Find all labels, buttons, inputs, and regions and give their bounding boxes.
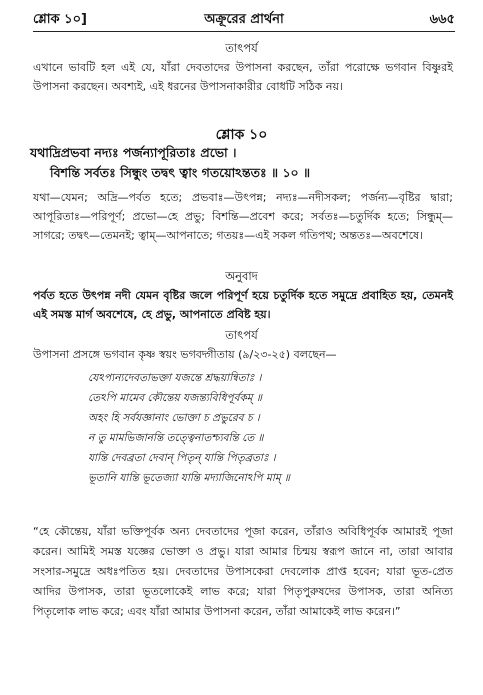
header-verse-ref: শ্লোক ১০]: [33, 12, 87, 27]
translation-heading: অনুবাদ: [225, 269, 258, 283]
verse-line-2: বিশন্তি সর্বতঃ সিন্ধুং তদ্বৎ ত্বাং গতয়োঽন্ততঃ ॥ ১০ ॥: [50, 165, 311, 180]
gita-quotation: [88, 368, 423, 488]
synonyms-paragraph: যথা—যেমন; অদ্রি—পর্বত হতে; প্রভবাঃ—উৎপন্ন; নদ্যঃ—নদীসকল; পর্জন্য—বৃষ্টির দ্বারা; আপূরিতাঃ—পরিপূর্ণ; প্রভো—হে প্রভু; বিশন্তি—প্রবেশ করে; সর্বতঃ—চতুর্দিক হতে; সিন্ধুম্—সাগরে; তদ্বৎ—তেমনই; ত্বাম্—আপনাতে; গতয়ঃ—এই সকল গতিপথ; অন্ততঃ—অবশেষে।: [33, 191, 453, 242]
purport-intro: উপাসনা প্রসঙ্গে ভগবান কৃষ্ণ স্বয়ং ভগবদ্গীতায় (৯/২৩-২৫) বলছেন—: [33, 348, 337, 361]
purport-heading: তাৎপর্য: [225, 41, 258, 55]
verse-line-1: যথাদ্রিপ্রভবা নদ্যঃ পর্জন্যাপূরিতাঃ প্রভো ।: [30, 145, 237, 160]
header-rule: [33, 31, 455, 32]
sanskrit-verse: [30, 143, 458, 183]
header-chapter-title: অক্রূরের প্রার্থনা: [204, 12, 284, 27]
purport-paragraph: এখানে ভাবটি হল এই যে, যাঁরা দেবতাদের উপাসনা করছেন, তাঁরা পরোক্ষে ভগবান বিষ্ণুরই উপাসনা করছেন। অবশ্যই, এই ধরনের উপাসনাকারীর বোধটি সঠিক নয়।: [33, 61, 453, 93]
gita-line: ন তু মামভিজানন্তি তত্ত্বেনাতশ্চ্যবন্তি তে ॥: [88, 432, 264, 444]
verse-heading: শ্লোক ১০: [215, 127, 268, 143]
gita-line: ভূতানি যান্তি ভূতেজ্যা যান্তি মদ্যাজিনোঽপি মাম্ ॥: [88, 472, 290, 484]
translation-quote: “হে কৌন্তেয়, যাঁরা ভক্তিপূর্বক অন্য দেবতাদের পূজা করেন, তাঁরাও অবিধিপূর্বক আমারই পূজা করেন। আমিই সমস্ত যজ্ঞের ভোক্তা ও প্রভু। যারা আমার চিন্ময় স্বরূপ জানে না, তারা আবার সংসার-সমুদ্রে অধঃপতিত হয়। দেবতাদের উপাসকেরা দেবলোক প্রাপ্ত হবেন; যারা ভূত-প্রেত আদির উপাসক, তারা ভূতলোকেই লাভ করে; যারা পিতৃপুরুষদের উপাসক, তারা অনিত্য পিতৃলোক লাভ করে; এবং যাঁরা আমার উপাসনা করেন, তাঁরা আমাকেই লাভ করেন।”: [33, 525, 453, 618]
running-header: [33, 8, 455, 30]
gita-line: তেঽপি মামেব কৌন্তেয় যজন্ত্যবিধিপূর্বকম্ ॥: [88, 392, 262, 404]
page-number: ৬৬৫: [429, 12, 455, 27]
translation-paragraph: পর্বত হতে উৎপন্ন নদী যেমন বৃষ্টির জলে পরিপূর্ণ হয়ে চতুর্দিক হতে সমুদ্রে প্রবাহিত হয়, তেমনই এই সমস্ত মার্গ অবশেষে, হে প্রভু, আপনাতে প্রবিষ্ট হয়।: [33, 289, 453, 321]
gita-line: অহং হি সর্বযজ্ঞানাং ভোক্তা চ প্রভুরেব চ ।: [88, 412, 260, 424]
gita-line: যেঽপ্যন্যদেবতাভক্তা যজন্তে শ্রদ্ধয়ান্বিতাঃ ।: [88, 372, 262, 384]
purport-heading: তাৎপর্য: [225, 328, 258, 342]
gita-line: যান্তি দেবব্রতা দেবান্ পিতৃন্ যান্তি পিতৃব্রতাঃ ।: [88, 452, 276, 464]
